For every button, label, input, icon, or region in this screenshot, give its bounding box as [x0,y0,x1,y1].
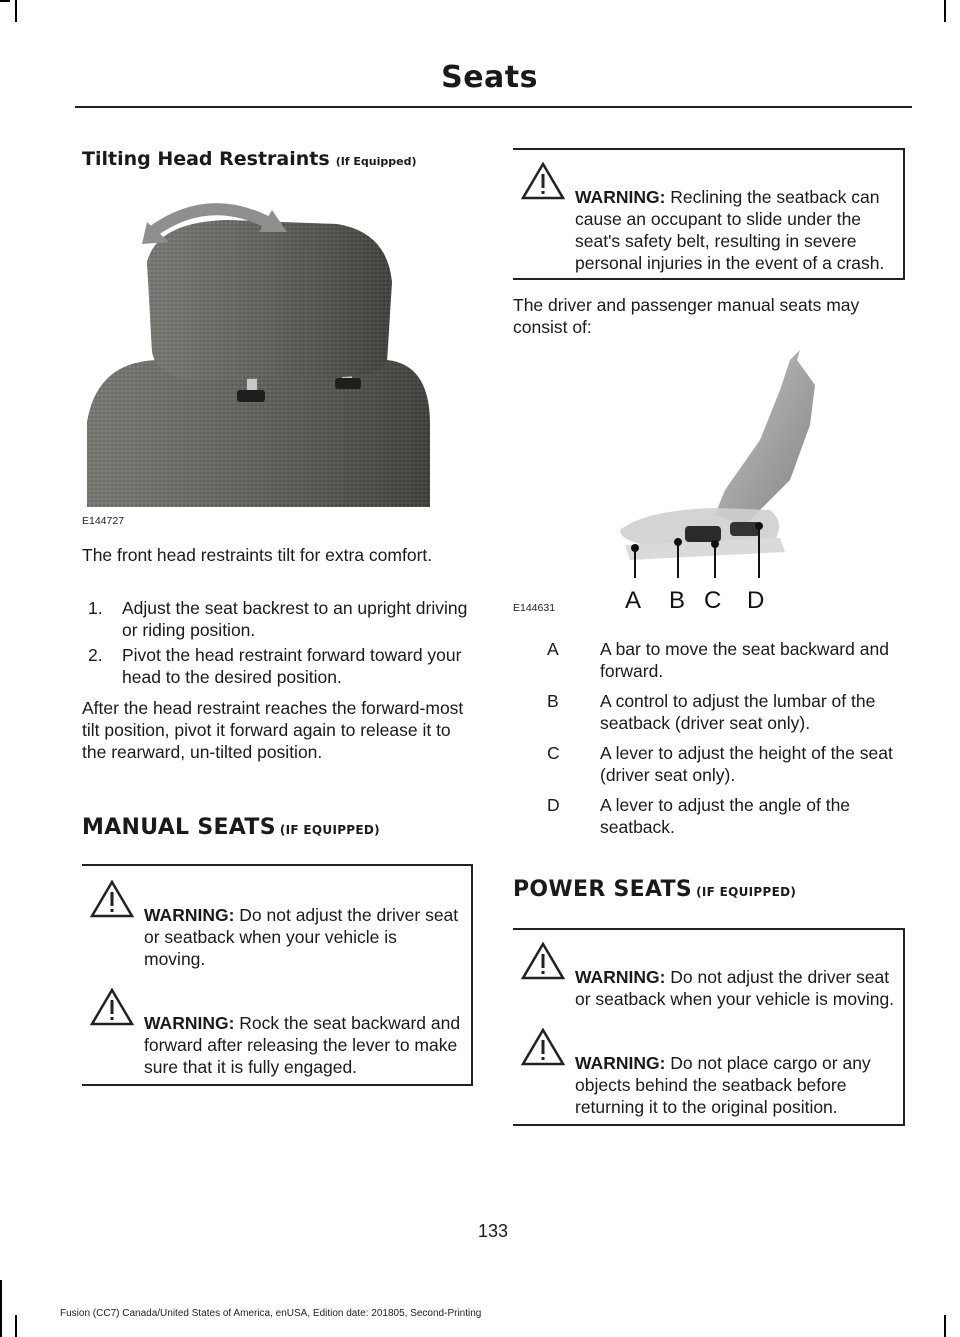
figure-id: E144727 [82,515,125,527]
manual-seats-heading: MANUAL SEATS (IF EQUIPPED) [82,815,380,840]
warning-item: WARNING: Reclining the seatback can cause an occupant to slide under the seat's safety belt, resulting in severe personal injuries in the event of a crash. [519,186,895,274]
crop-mark [15,0,17,22]
callout-c: C [704,587,722,614]
consist-text: The driver and passenger manual seats may consist of: [513,295,860,337]
manual-seat-figure [585,340,905,620]
callout-b: B [669,587,686,614]
power-seats-heading: POWER SEATS (IF EQUIPPED) [513,877,797,902]
legend-row: C A lever to adjust the height of the seat (driver seat only). [547,743,893,785]
page-title: Seats [441,60,538,95]
warning-box [513,928,905,1126]
warning-icon [90,880,134,918]
warning-item: WARNING: Rock the seat backward and forward after releasing the lever to make sure that it is fully engaged. [88,1012,463,1078]
warning-icon [521,162,565,200]
crop-mark [944,0,946,22]
legend-row: D A lever to adjust the angle of the seatback. [547,795,851,837]
legend-row: A A bar to move the seat backward and forward. [547,639,889,681]
head-restraint-figure [87,192,432,507]
figure-id: E144631 [513,602,556,614]
intro-text: The front head restraints tilt for extra comfort. [82,545,433,565]
warning-item: WARNING: Do not place cargo or any objects behind the seatback before returning it to the original position. [519,1052,895,1118]
warning-item: WARNING: Do not adjust the driver seat or seatback when your vehicle is moving. [88,904,463,970]
callout-a: A [625,587,642,614]
warning-icon [521,1028,565,1066]
footer-text: Fusion (CC7) Canada/United States of America, enUSA, Edition date: 201805, Second-Printing [60,1308,482,1319]
crop-mark [944,1315,946,1337]
crop-mark [0,0,10,2]
warning-box [82,864,473,1086]
callout-d: D [747,587,765,614]
step-item: 1. Adjust the seat backrest to an upright driving or riding position. [88,598,468,640]
step-item: 2. Pivot the head restraint forward toward your head to the desired position. [88,645,462,687]
page-number: 133 [478,1221,509,1241]
warning-item: WARNING: Do not adjust the driver seat or seatback when your vehicle is moving. [519,966,895,1010]
legend-row: B A control to adjust the lumbar of the seatback (driver seat only). [547,691,876,733]
crop-mark [0,1280,2,1337]
warning-icon [521,942,565,980]
after-text: After the head restraint reaches the forward-most tilt position, pivot it forward again to release it to the rearward, un-tilted position. [82,698,464,762]
tilting-heading: Tilting Head Restraints (If Equipped) [82,148,417,170]
header-divider [75,106,912,108]
warning-box [513,148,905,280]
warning-icon [90,988,134,1026]
crop-mark [15,1315,17,1337]
